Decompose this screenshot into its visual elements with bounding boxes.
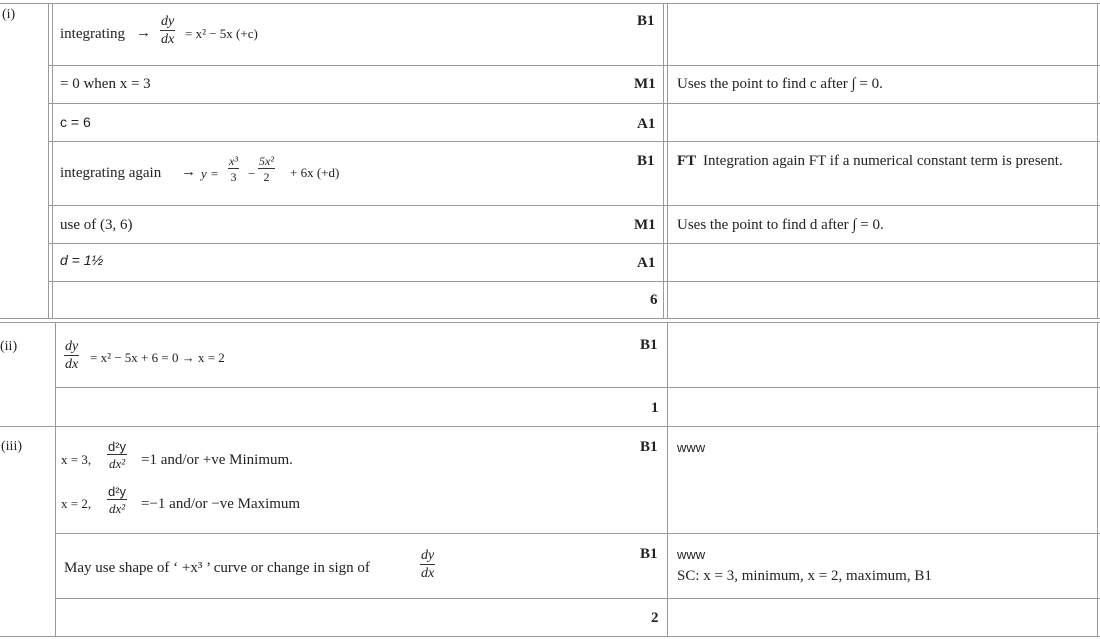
fraction-numerator: x³ bbox=[229, 154, 238, 168]
guidance-text: www bbox=[677, 547, 706, 562]
fraction-numerator: dy bbox=[65, 339, 79, 354]
derivative-fraction bbox=[160, 15, 175, 47]
fraction-denominator: dx² bbox=[108, 501, 126, 516]
fraction-5x-squared bbox=[258, 155, 275, 183]
part-label-iii: (iii) bbox=[1, 439, 22, 454]
answer-text: May use shape of ‘ +x³ ’ curve or change in sign of bbox=[64, 560, 370, 576]
fraction-denominator: dx² bbox=[108, 456, 126, 471]
answer-text: integrating again bbox=[60, 165, 162, 181]
mark-code: B1 bbox=[640, 337, 658, 353]
condition-text: =−1 and/or −ve Maximum bbox=[141, 496, 301, 512]
answer-text: integrating bbox=[60, 26, 125, 42]
second-derivative-fraction bbox=[107, 485, 127, 515]
part-label-i: (i) bbox=[2, 7, 16, 22]
guidance-text-sc: SC: x = 3, minimum, x = 2, maximum, B1 bbox=[677, 568, 932, 584]
guidance-text: Uses the point to find c after ∫ = 0. bbox=[677, 76, 883, 92]
guidance-text: Uses the point to find d after ∫ = 0. bbox=[677, 217, 884, 233]
answer-equation: = x² − 5x (+c) bbox=[185, 26, 258, 41]
fraction-denominator: dx bbox=[421, 566, 435, 581]
fraction-denominator: dx bbox=[161, 32, 175, 47]
derivative-fraction bbox=[64, 340, 79, 372]
mark-code: M1 bbox=[634, 217, 656, 233]
condition-prefix: x = 2, bbox=[61, 496, 92, 511]
condition-prefix: x = 3, bbox=[61, 452, 92, 467]
fraction-denominator: 2 bbox=[263, 170, 270, 184]
mark-code: M1 bbox=[634, 76, 656, 92]
answer-equation: = x² − 5x + 6 = 0 → x = 2 bbox=[90, 350, 225, 365]
total-marks-ii: 1 bbox=[651, 400, 659, 416]
minus-sign: − bbox=[248, 166, 256, 181]
arrow-icon: → bbox=[136, 25, 151, 41]
mark-code: A1 bbox=[637, 255, 656, 271]
arrow-icon: → bbox=[181, 164, 196, 180]
answer-text: = 0 when x = 3 bbox=[60, 76, 151, 92]
total-marks-iii: 2 bbox=[651, 610, 659, 626]
guidance-text: Integration again FT if a numerical constant term is present. bbox=[703, 153, 1063, 169]
answer-equation: + 6x (+d) bbox=[290, 165, 340, 180]
total-marks-i: 6 bbox=[650, 292, 658, 308]
y-equals: y = bbox=[201, 166, 219, 181]
fraction-denominator: 3 bbox=[230, 170, 237, 184]
fraction-denominator: dx bbox=[65, 357, 79, 372]
condition-text: =1 and/or +ve Minimum. bbox=[141, 452, 293, 468]
derivative-fraction bbox=[420, 549, 435, 581]
guidance-text: www bbox=[677, 440, 706, 455]
fraction-numerator: d²y bbox=[108, 439, 127, 454]
fraction-numerator: 5x² bbox=[259, 154, 274, 168]
mark-code: B1 bbox=[637, 13, 655, 29]
fraction-numerator: dy bbox=[161, 14, 175, 29]
fraction-numerator: d²y bbox=[108, 484, 127, 499]
fraction-numerator: dy bbox=[421, 548, 435, 563]
answer-text: d = 1½ bbox=[60, 252, 104, 268]
part-label-ii: (ii) bbox=[0, 339, 18, 354]
mark-code: A1 bbox=[637, 116, 656, 132]
mark-code: B1 bbox=[640, 546, 658, 562]
mark-code: B1 bbox=[637, 153, 655, 169]
fraction-x-cubed bbox=[228, 155, 239, 183]
answer-text: use of (3, 6) bbox=[60, 217, 133, 233]
answer-text: c = 6 bbox=[60, 114, 91, 130]
guidance-ft-label: FT bbox=[677, 153, 697, 169]
second-derivative-fraction bbox=[107, 440, 127, 470]
mark-code: B1 bbox=[640, 439, 658, 455]
